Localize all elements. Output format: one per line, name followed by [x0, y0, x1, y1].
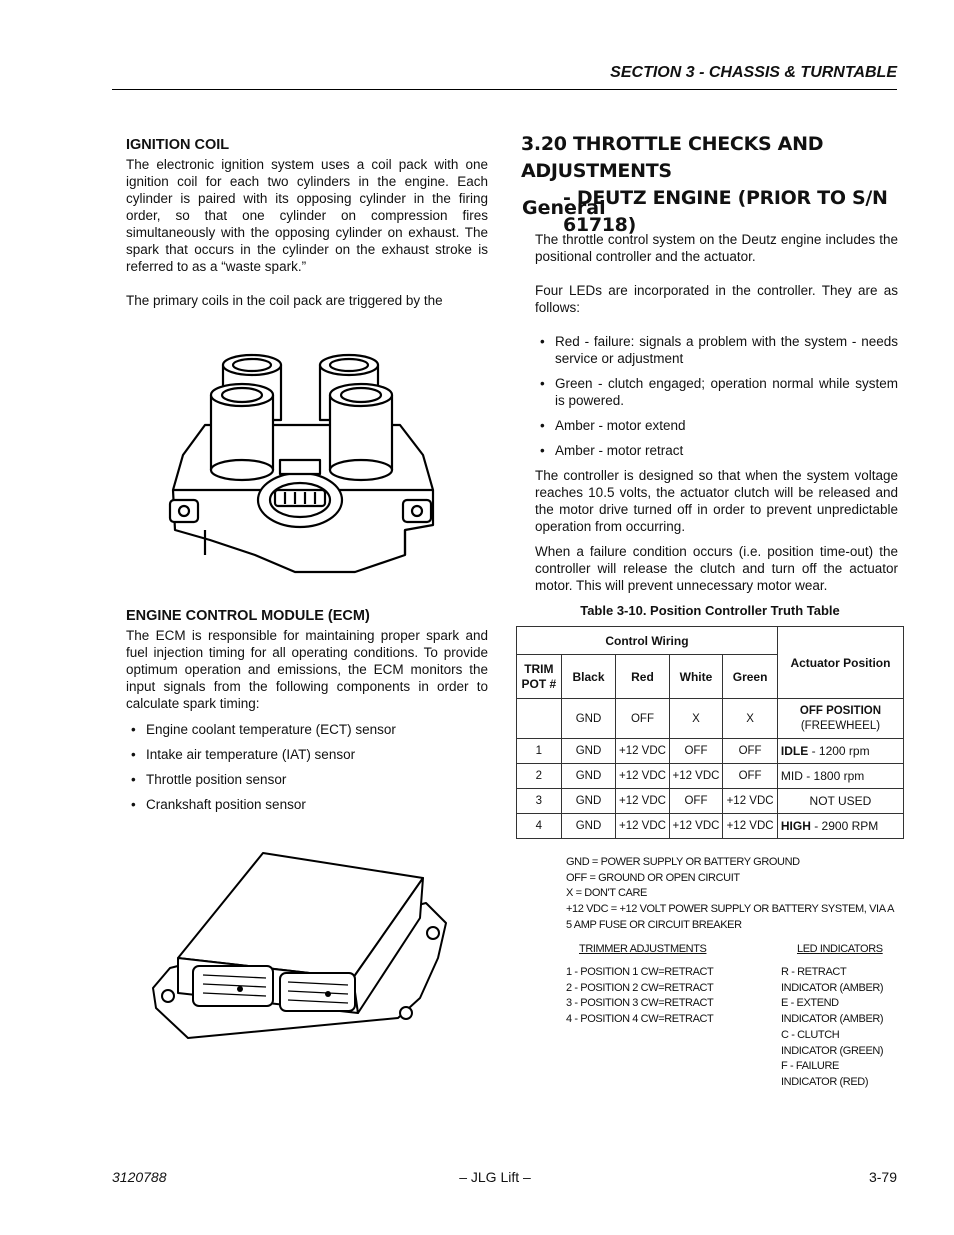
ecm-sensor-list	[126, 721, 488, 813]
list-item: 3 - POSITION 3 CW=RETRACT	[566, 997, 714, 1010]
green-cell: +12 VDC	[723, 789, 778, 814]
red-cell: OFF	[616, 699, 669, 739]
list-item: • Crankshaft position sensor	[126, 796, 488, 813]
pot-cell: 2	[517, 764, 562, 789]
legend-off: OFF = GROUND OR OPEN CIRCUIT	[566, 871, 740, 884]
green-header: Green	[723, 655, 778, 699]
ecm-heading: ENGINE CONTROL MODULE (ECM)	[126, 608, 370, 624]
legend-gnd: GND = POWER SUPPLY OR BATTERY GROUND	[566, 856, 800, 868]
table-row	[517, 699, 904, 739]
ignition-coil-paragraph: The electronic ignition system uses a coil pack with one ignition coil for each two cylinders in the engine. Each cylinder is paired with its opposing cylinder in the firing order, so that one cylinder on compression fires simultaneously with the opposing cylinder on exhaust. The spark that occurs in the cylinder on the exhaust stroke is referred to as a “waste spark.”	[126, 157, 488, 274]
off-position-label: OFF POSITION	[799, 704, 882, 717]
position-bold: HIGH	[780, 819, 811, 833]
white-cell: +12 VDC	[669, 814, 723, 839]
list-item: R - RETRACT INDICATOR (AMBER)	[781, 966, 884, 994]
section-title-line2: - DEUTZ ENGINE (PRIOR TO S/N 61718)	[563, 187, 888, 236]
black-cell: GND	[561, 764, 616, 789]
led-indicators-list	[781, 965, 897, 1091]
table-row	[517, 789, 904, 814]
white-cell: OFF	[669, 789, 723, 814]
table-caption: Table 3-10. Position Controller Truth Table	[580, 603, 840, 618]
red-cell: +12 VDC	[616, 739, 669, 764]
list-item: • Engine coolant temperature (ECT) sensor	[126, 721, 488, 738]
trimmer-heading-text: TRIMMER ADJUSTMENTS	[579, 943, 707, 955]
ecm-section	[126, 608, 488, 821]
section-header: SECTION 3 - CHASSIS & TURNTABLE	[610, 64, 897, 81]
trimmer-heading	[579, 942, 706, 958]
ignition-coil-section	[126, 137, 488, 309]
list-item: • Throttle position sensor	[126, 771, 488, 788]
list-item: • Amber - motor retract	[535, 442, 898, 459]
position-cell	[777, 739, 903, 764]
header-rule	[112, 89, 897, 90]
red-cell: +12 VDC	[616, 814, 669, 839]
position-bold: IDLE	[780, 744, 809, 758]
green-cell: OFF	[723, 764, 778, 789]
truth-table	[516, 626, 904, 839]
ecm-paragraph: The ECM is responsible for maintaining proper spark and fuel injection timing for all operating conditions. To provide optimum operation and emissions, the ECM monitors the input signals from the following components in order to calculate spark timing:	[126, 628, 488, 711]
black-cell: GND	[561, 814, 616, 839]
white-cell: X	[669, 699, 723, 739]
green-cell: +12 VDC	[723, 814, 778, 839]
list-item: • Red - failure: signals a problem with the system - needs service or adjustment	[535, 333, 898, 367]
table-legend	[566, 855, 906, 934]
legend-vdc: +12 VDC = +12 VOLT POWER SUPPLY OR BATTERY SYSTEM, VIA A 5 AMP FUSE OR CIRCUIT BREAKER	[566, 903, 894, 931]
legend-x: X = DON'T CARE	[566, 887, 647, 900]
red-header: Red	[616, 655, 669, 699]
black-cell: GND	[561, 789, 616, 814]
led-indicators-heading-text: LED INDICATORS	[797, 943, 883, 955]
actuator-position-header: Actuator Position	[777, 627, 903, 699]
position-text: MID - 1800 rpm	[780, 769, 865, 783]
position-text: - 2900 RPM	[810, 819, 879, 833]
red-cell: +12 VDC	[616, 789, 669, 814]
section-title-line1: 3.20 THROTTLE CHECKS AND ADJUSTMENTS	[521, 133, 824, 182]
trim-pot-header: TRIM POT #	[517, 655, 562, 699]
footer-brand: – JLG Lift –	[459, 1169, 531, 1185]
general-heading: General	[522, 197, 606, 219]
primary-coils-paragraph: The primary coils in the coil pack are triggered by the	[126, 293, 443, 308]
controller-paragraph: The controller is designed so that when the system voltage reaches 10.5 volts, the actuator clutch will be released and the motor drive turned off in order to prevent unpredictable operation from occurring.	[535, 468, 898, 534]
page-number: 3-79	[868, 1169, 897, 1185]
position-cell	[777, 814, 903, 839]
list-item: 4 - POSITION 4 CW=RETRACT	[566, 1013, 714, 1026]
led-indicators-heading	[797, 942, 883, 958]
table-row	[517, 739, 904, 764]
list-item: • Intake air temperature (IAT) sensor	[126, 746, 488, 763]
black-cell: GND	[561, 699, 616, 739]
list-item: 1 - POSITION 1 CW=RETRACT	[566, 966, 714, 978]
pot-cell	[517, 699, 562, 739]
pot-cell: 4	[517, 814, 562, 839]
list-item: • Amber - motor extend	[535, 417, 898, 434]
throttle-paragraph: The throttle control system on the Deutz engine includes the positional controller and the actuator.	[535, 232, 898, 264]
position-text: - 1200 rpm	[808, 744, 870, 758]
list-item: F - FAILURE INDICATOR (RED)	[781, 1060, 869, 1088]
ecm-illustration	[148, 848, 450, 1043]
pot-cell: 1	[517, 739, 562, 764]
list-item: 2 - POSITION 2 CW=RETRACT	[566, 981, 714, 994]
trimmer-list	[566, 965, 766, 1028]
led-list	[535, 333, 898, 459]
green-cell: X	[723, 699, 778, 739]
list-item: E - EXTEND INDICATOR (AMBER)	[781, 997, 884, 1026]
black-cell: GND	[561, 739, 616, 764]
failure-paragraph: When a failure condition occurs (i.e. position time-out) the controller will release the clutch and turn off the actuator motor. This will prevent unnecessary motor wear.	[535, 544, 898, 593]
list-item: • Green - clutch engaged; operation normal while system is powered.	[535, 375, 898, 409]
ignition-coil-heading: IGNITION COIL	[126, 137, 230, 153]
freewheel-label: (FREEWHEEL)	[800, 719, 881, 732]
list-item: C - CLUTCH INDICATOR (GREEN)	[781, 1028, 884, 1057]
position-cell	[777, 699, 903, 739]
position-cell	[777, 764, 903, 789]
table-row	[517, 814, 904, 839]
table-row	[517, 764, 904, 789]
white-cell: OFF	[669, 739, 723, 764]
control-wiring-header: Control Wiring	[517, 627, 778, 655]
footer-doc-number: 3120788	[112, 1169, 167, 1185]
position-cell: NOT USED	[777, 789, 903, 814]
section-title	[521, 131, 911, 239]
red-cell: +12 VDC	[616, 764, 669, 789]
white-header: White	[669, 655, 723, 699]
green-cell: OFF	[723, 739, 778, 764]
leds-intro-paragraph: Four LEDs are incorporated in the controller. They are as follows:	[535, 283, 898, 315]
white-cell: +12 VDC	[669, 764, 723, 789]
black-header: Black	[561, 655, 616, 699]
general-section	[535, 231, 898, 594]
coil-pack-illustration	[165, 350, 440, 585]
pot-cell: 3	[517, 789, 562, 814]
